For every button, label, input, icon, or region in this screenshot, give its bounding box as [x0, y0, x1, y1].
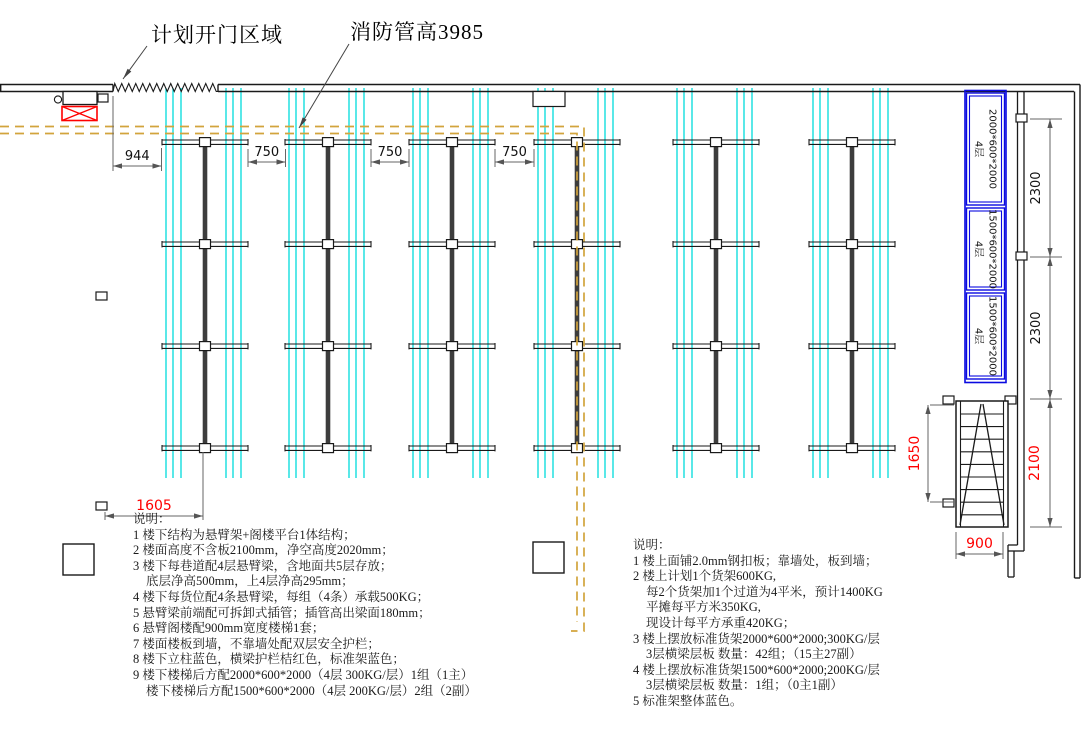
- dim-label: 900: [966, 536, 993, 552]
- standard-rack-box: [967, 208, 1005, 290]
- dim-label: 2000*600*2000: [986, 109, 998, 189]
- dim-label: 2300: [1029, 171, 1044, 205]
- door-equipment: [54, 92, 108, 121]
- callout-leaders: [123, 44, 349, 128]
- standard-rack-box: [967, 93, 1005, 205]
- notes-left-block: [133, 512, 477, 699]
- note-line: 3 楼下每巷道配4层悬臂梁，含地面共5层存放；: [133, 558, 393, 573]
- note-line: 9 楼下楼梯后方配2000*600*2000（4层 300KG/层）1组（1主）: [133, 667, 474, 682]
- dim-label: 4层: [972, 140, 984, 158]
- dim-label: 1605: [136, 498, 172, 514]
- notes-title: 说明：: [133, 512, 171, 526]
- note-line: 7 楼面楼板到墙，不靠墙处配双层安全护栏；: [133, 636, 380, 651]
- dim-label: 2100: [1027, 445, 1043, 481]
- note-line: 3 楼上摆放标准货架2000*600*2000;300KG/层: [633, 631, 880, 646]
- door-area-callout: 计划开门区域: [151, 23, 283, 47]
- notes-right-block: [633, 538, 883, 710]
- note-line: 楼下楼梯后方配1500*600*2000（4层 200KG/层）2组（2副）: [146, 683, 477, 698]
- dim-label: 750: [377, 145, 403, 160]
- note-line: 5 标准架整体蓝色。: [633, 693, 743, 708]
- note-line: 3层横梁层板 数量：1组；（0主1副）: [646, 678, 843, 693]
- staircase: [956, 401, 1008, 527]
- dim-label: 4层: [972, 327, 984, 345]
- note-line: 每2个货架加1个过道为4平米，预计1400KG: [646, 584, 883, 599]
- rack-bay: [285, 88, 371, 478]
- dim-label: 1650: [907, 435, 923, 472]
- dim-label: 750: [502, 145, 527, 160]
- note-line: 8 楼下立柱蓝色，横梁护栏桔红色，标准架蓝色；: [133, 652, 405, 667]
- note-line: 4 楼上摆放标准货架1500*600*2000;200KG/层: [633, 662, 880, 677]
- blocked-area-marker: [62, 107, 97, 121]
- note-line: 5 悬臂梁前端配可拆卸式插管；插管高出梁面180mm；: [133, 605, 431, 620]
- note-line: 4 楼下每货位配4条悬臂梁，每组（4条）承载500KG；: [133, 589, 430, 604]
- dim-label: 1500*600*2000: [986, 296, 998, 376]
- standard-rack-boxes: [965, 91, 1006, 383]
- note-line: 1 楼下结构为悬臂架+阁楼平台1体结构；: [133, 527, 356, 542]
- note-line: 2 楼面高度不含板2100mm，净空高度2020mm；: [133, 543, 394, 558]
- note-line: 现设计每平方承重420KG；: [646, 615, 796, 630]
- note-line: 平摊每平方米350KG,: [646, 600, 761, 615]
- dim-label: 750: [254, 145, 280, 160]
- fire-pipe-callout: 消防管高3985: [350, 20, 484, 44]
- note-line: 2 楼上计划1个货架600KG,: [633, 569, 777, 584]
- rack-bay: [673, 88, 759, 478]
- dim-label: 4层: [972, 240, 984, 258]
- rack-bay: [162, 88, 248, 478]
- notes-title: 说明：: [633, 538, 671, 552]
- note-line: 6 悬臂阁楼配900mm宽度楼梯1套；: [133, 621, 325, 636]
- door-pivot-circle: [54, 96, 61, 103]
- note-line: 底层净高500mm，上4层净高295mm；: [146, 574, 354, 589]
- note-line: 1 楼上面铺2.0mm钢扣板；靠墙处，板到墙；: [633, 553, 878, 568]
- rack-bay: [409, 88, 495, 478]
- standard-rack-box: [967, 293, 1005, 379]
- dim-label: 1500*600*2000: [986, 209, 998, 289]
- dim-label: 944: [124, 149, 150, 164]
- dim-label: 2300: [1029, 311, 1044, 345]
- note-line: 3层横梁层板 数量：42组；（15主27副）: [646, 647, 862, 662]
- rack-bay: [809, 88, 895, 478]
